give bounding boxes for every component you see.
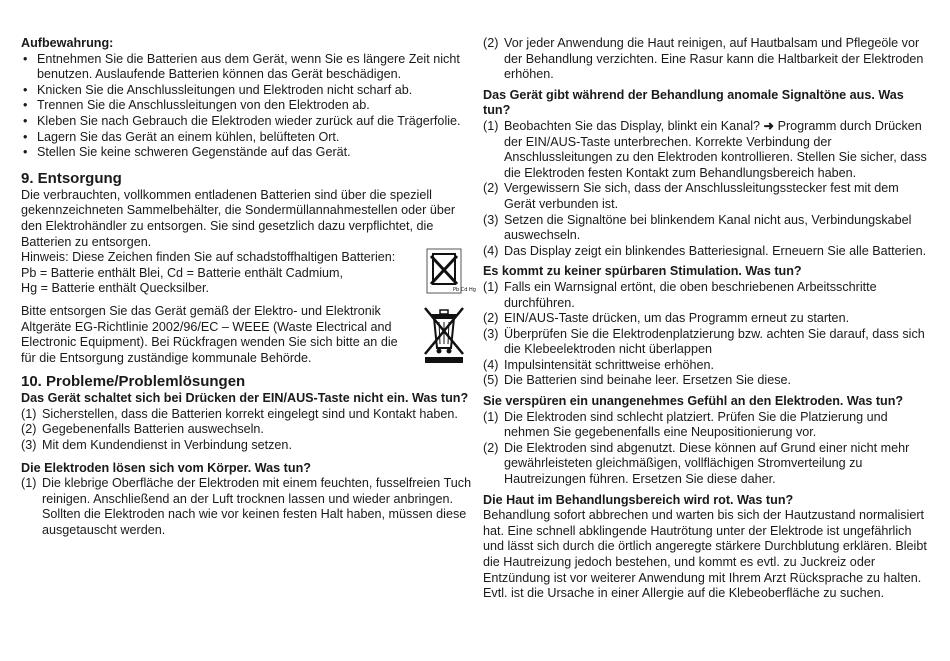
hint-line: Hg = Batterie enthält Quecksilber. (21, 281, 209, 296)
hint-line: Hinweis: Diese Zeichen finden Sie auf schadstoffhaltigen Batterien: (21, 250, 396, 265)
list-item: (5) Die Batterien sind beinahe leer. Ersetzen Sie diese. (483, 373, 792, 388)
left-column (21, 36, 476, 539)
list-item: (4) Impulsintensität schrittweise erhöhen. (483, 357, 714, 372)
section-heading-disposal: 9. Entsorgung (21, 169, 122, 187)
list-item: (2) Vor jeder Anwendung die Haut reinigen, auf Hautbalsam und Pflegeöle vor der Behandlung verzichten. Eine Rasur kann die Haltbarkeit der Elektroden erhöhen. (483, 36, 924, 82)
list-item: • Kleben Sie nach Gebrauch die Elektroden wieder zurück auf die Trägerfolie. (21, 114, 473, 130)
right-column (483, 36, 930, 602)
weee-block (21, 304, 473, 366)
list-item: (1) Die Elektroden sind schlecht platziert. Prüfen Sie die Platzierung und nehmen Sie gegebenenfalls eine Neupositionierung vor. (483, 409, 888, 440)
q4-list (483, 280, 930, 389)
arrow-right-icon: ➜ (763, 118, 775, 133)
storage-heading: Aufbewahrung: (21, 36, 114, 50)
section-heading-problems: 10. Probleme/Problemlösungen (21, 373, 246, 391)
battery-symbol-label: Pb Cd Hg (453, 287, 476, 294)
skin-red-paragraph: Behandlung sofort abbrechen und warten bis sich der Hautzustand normalisiert hat. Eine schnell abklingende Hautrötung unter der Elektrode ist ungefährlich und lässt sich durch die örtlich angeregte stärkere Durchblutung erklären. Bleibt die Hautreizung jedoch bestehen, und kommt es evtl. zu Juckreiz oder Entzündung ist vor weiterer Anwendung mit Ihrem Arzt Rücksprache zu halten. Evtl. ist die Ursache in einer Allergie auf die Klebeoberfläche zu suchen. (483, 508, 927, 601)
weee-crossed-bin-icon (419, 304, 469, 364)
list-item: (2) Die Elektroden sind abgenutzt. Diese können auf Grund einer nicht mehr gewährleisteten gleichmäßigen, vollflächigen Stromverteilung zu Hautreizungen führen. Ersetzen Sie diese daher. (483, 440, 910, 487)
list-item: (3) Setzen die Signaltöne bei blinkendem Kanal nicht aus, Verbindungskabel auswechseln. (483, 212, 912, 243)
list-item: (3) Mit dem Kundendienst in Verbindung setzen. (21, 438, 292, 453)
q3-list (483, 119, 930, 259)
list-item: (3) Überprüfen Sie die Elektrodenplatzierung bzw. achten Sie darauf, dass sich die Klebeelektroden nicht überlappen (483, 326, 925, 357)
list-item: • Stellen Sie keine schweren Gegenstände auf das Gerät. (21, 145, 473, 161)
disposal-paragraph: Die verbrauchten, vollkommen entladenen Batterien sind über die speziell gekennzeichneten Sammelbehälter, die Sondermüllannahmestellen oder über den Elektrohändler zu entsorgen. Sie sind gesetzlich dazu verpflichtet, die Batterien zu entsorgen. (21, 187, 456, 249)
q1-list (21, 407, 473, 454)
q2-list-continued (483, 36, 930, 83)
list-item: • Trennen Sie die Anschlussleitungen von den Elektroden ab. (21, 98, 473, 114)
question-heading: Es kommt zu keiner spürbaren Stimulation. Was tun? (483, 264, 802, 279)
list-item: (1) Sicherstellen, dass die Batterien korrekt eingelegt sind und Kontakt haben. (21, 406, 458, 421)
q5-list (483, 410, 930, 488)
q2-list (21, 476, 473, 538)
list-item: • Entnehmen Sie die Batterien aus dem Gerät, wenn Sie es längere Zeit nicht benutzen. Auslaufende Batterien können das Gerät beschädigen. (21, 52, 473, 83)
battery-hint-block (21, 250, 476, 297)
list-item: (2) Gegebenenfalls Batterien auswechseln. (21, 422, 264, 437)
hint-line: Pb = Batterie enthält Blei, Cd = Batterie enthält Cadmium, (21, 265, 344, 280)
weee-paragraph: Bitte entsorgen Sie das Gerät gemäß der Elektro- und Elektronik Altgeräte EG-Richtlinie 2002/96/EC – WEEE (Waste Electrical and Electronic Equipment). Bei Rückfragen wenden Sie sich bitte an die für die Entsorgung zuständige kommunale Behörde. (21, 303, 398, 365)
list-item: (4) Das Display zeigt ein blinkendes Batteriesignal. Erneuern Sie alle Batterien. (483, 243, 927, 258)
question-heading: Das Gerät gibt während der Behandlung anomale Signaltöne aus. Was tun? (483, 87, 904, 118)
question-heading: Die Elektroden lösen sich vom Körper. Was tun? (21, 460, 311, 475)
list-item: (2) Vergewissern Sie sich, dass der Anschlussleitungsstecker fest mit dem Gerät verbunden ist. (483, 181, 899, 211)
question-heading: Die Haut im Behandlungsbereich wird rot. Was tun? (483, 492, 794, 507)
list-item: (2) EIN/AUS-Taste drücken, um das Programm erneut zu starten. (483, 311, 850, 326)
list-item: • Knicken Sie die Anschlussleitungen und Elektroden nicht scharf ab. (21, 83, 473, 99)
list-item: (1) Beobachten Sie das Display, blinkt ein Kanal? ➜ Programm durch Drücken der EIN/AUS-Taste unterbrechen. Korrekte Verbindung der Anschlussleitungen zu den Elektroden kontrollieren. Stellen Sie sicher, dass die Elektroden festen Kontakt zum Behandlungsbereich haben. (483, 118, 927, 180)
storage-list (21, 52, 473, 161)
list-item: (1) Die klebrige Oberfläche der Elektroden mit einem feuchten, fusselfreien Tuch reinigen. Anschließend an der Luft trocknen lassen und wieder anbringen. Sollten die Elektroden nach wie vor keinen festen Halt haben, müssen diese ausgetauscht werden. (21, 476, 472, 538)
list-item: • Lagern Sie das Gerät an einem kühlen, belüfteten Ort. (21, 130, 473, 146)
question-heading: Das Gerät schaltet sich bei Drücken der EIN/AUS-Taste nicht ein. Was tun? (21, 391, 469, 406)
list-item: (1) Falls ein Warnsignal ertönt, die oben beschriebenen Arbeitsschritte durchführen. (483, 279, 877, 310)
battery-disposal-icon (419, 247, 476, 299)
question-heading: Sie verspüren ein unangenehmes Gefühl an den Elektroden. Was tun? (483, 394, 904, 409)
